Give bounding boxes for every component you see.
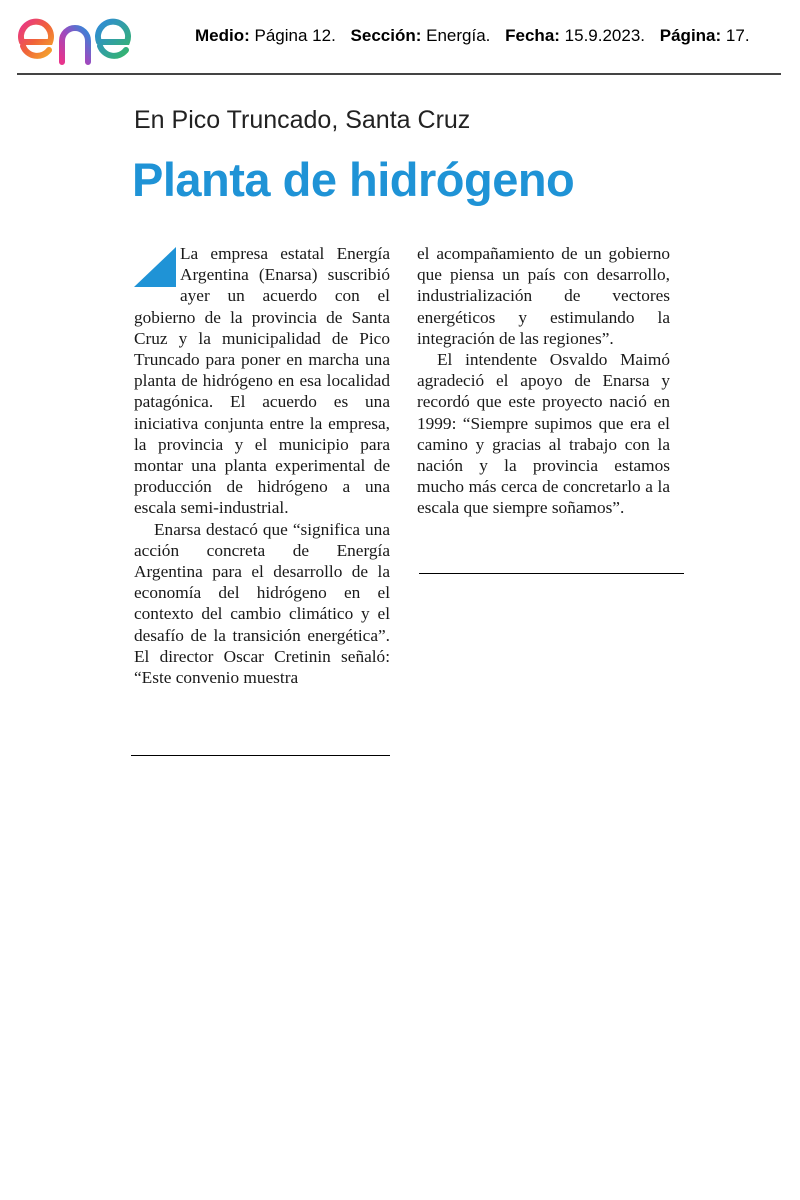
enel-logo	[17, 6, 179, 68]
article-column-2	[417, 243, 670, 519]
triangle-accent-icon	[134, 247, 176, 287]
article-paragraph-4: El intendente Osvaldo Maimó agradeció el apoyo de Enarsa y recordó que este proyecto nació en 1999: “Siempre supimos que era el camino y gracias al trabajo con la nación y la provincia estamos mucho más cerca de concretarlo a la escala que siempre soñamos”.	[417, 350, 670, 518]
pagina-label: Página:	[659, 26, 722, 45]
seccion-label: Sección:	[350, 26, 422, 45]
medio-value: Página 12.	[254, 26, 336, 45]
article-headline: Planta de hidrógeno	[132, 153, 575, 206]
article-paragraph-1: La empresa estatal Energía Argentina (Enarsa) suscribió ayer un acuerdo con el gobierno de la provincia de Santa Cruz y la municipalidad de Pico Truncado para poner en marcha una planta de hidrógeno en esa localidad patagónica. El acuerdo es una iniciativa conjunta entre la empresa, la provincia y el municipio para montar una planta experimental de producción de hidrógeno a una escala semi-industrial.	[134, 244, 390, 518]
fecha-value: 15.9.2023.	[564, 26, 646, 45]
header-meta	[195, 26, 750, 46]
article-paragraph-2: Enarsa destacó que “significa una acción concreta de Energía Argentina para el desarrollo de la economía del hidrógeno en el contexto del cambio climático y el desafío de la transición energética”. El director Oscar Cretinin señaló: “Este convenio muestra	[134, 519, 390, 688]
column-1-end-rule	[131, 755, 390, 756]
article-kicker: En Pico Truncado, Santa Cruz	[134, 106, 471, 134]
column-2-end-rule	[419, 573, 684, 574]
fecha-label: Fecha:	[505, 26, 560, 45]
seccion-value: Energía.	[426, 26, 491, 45]
article-column-1	[134, 243, 390, 688]
medio-label: Medio:	[195, 26, 250, 45]
header-divider	[17, 73, 781, 75]
article-paragraph-3: el acompañamiento de un gobierno que piensa un país con desarrollo, industrialización de vectores energéticos y estimulando la integración de las regiones”.	[417, 244, 670, 348]
pagina-value: 17.	[725, 26, 750, 45]
svg-text:enel: enel	[17, 16, 20, 17]
